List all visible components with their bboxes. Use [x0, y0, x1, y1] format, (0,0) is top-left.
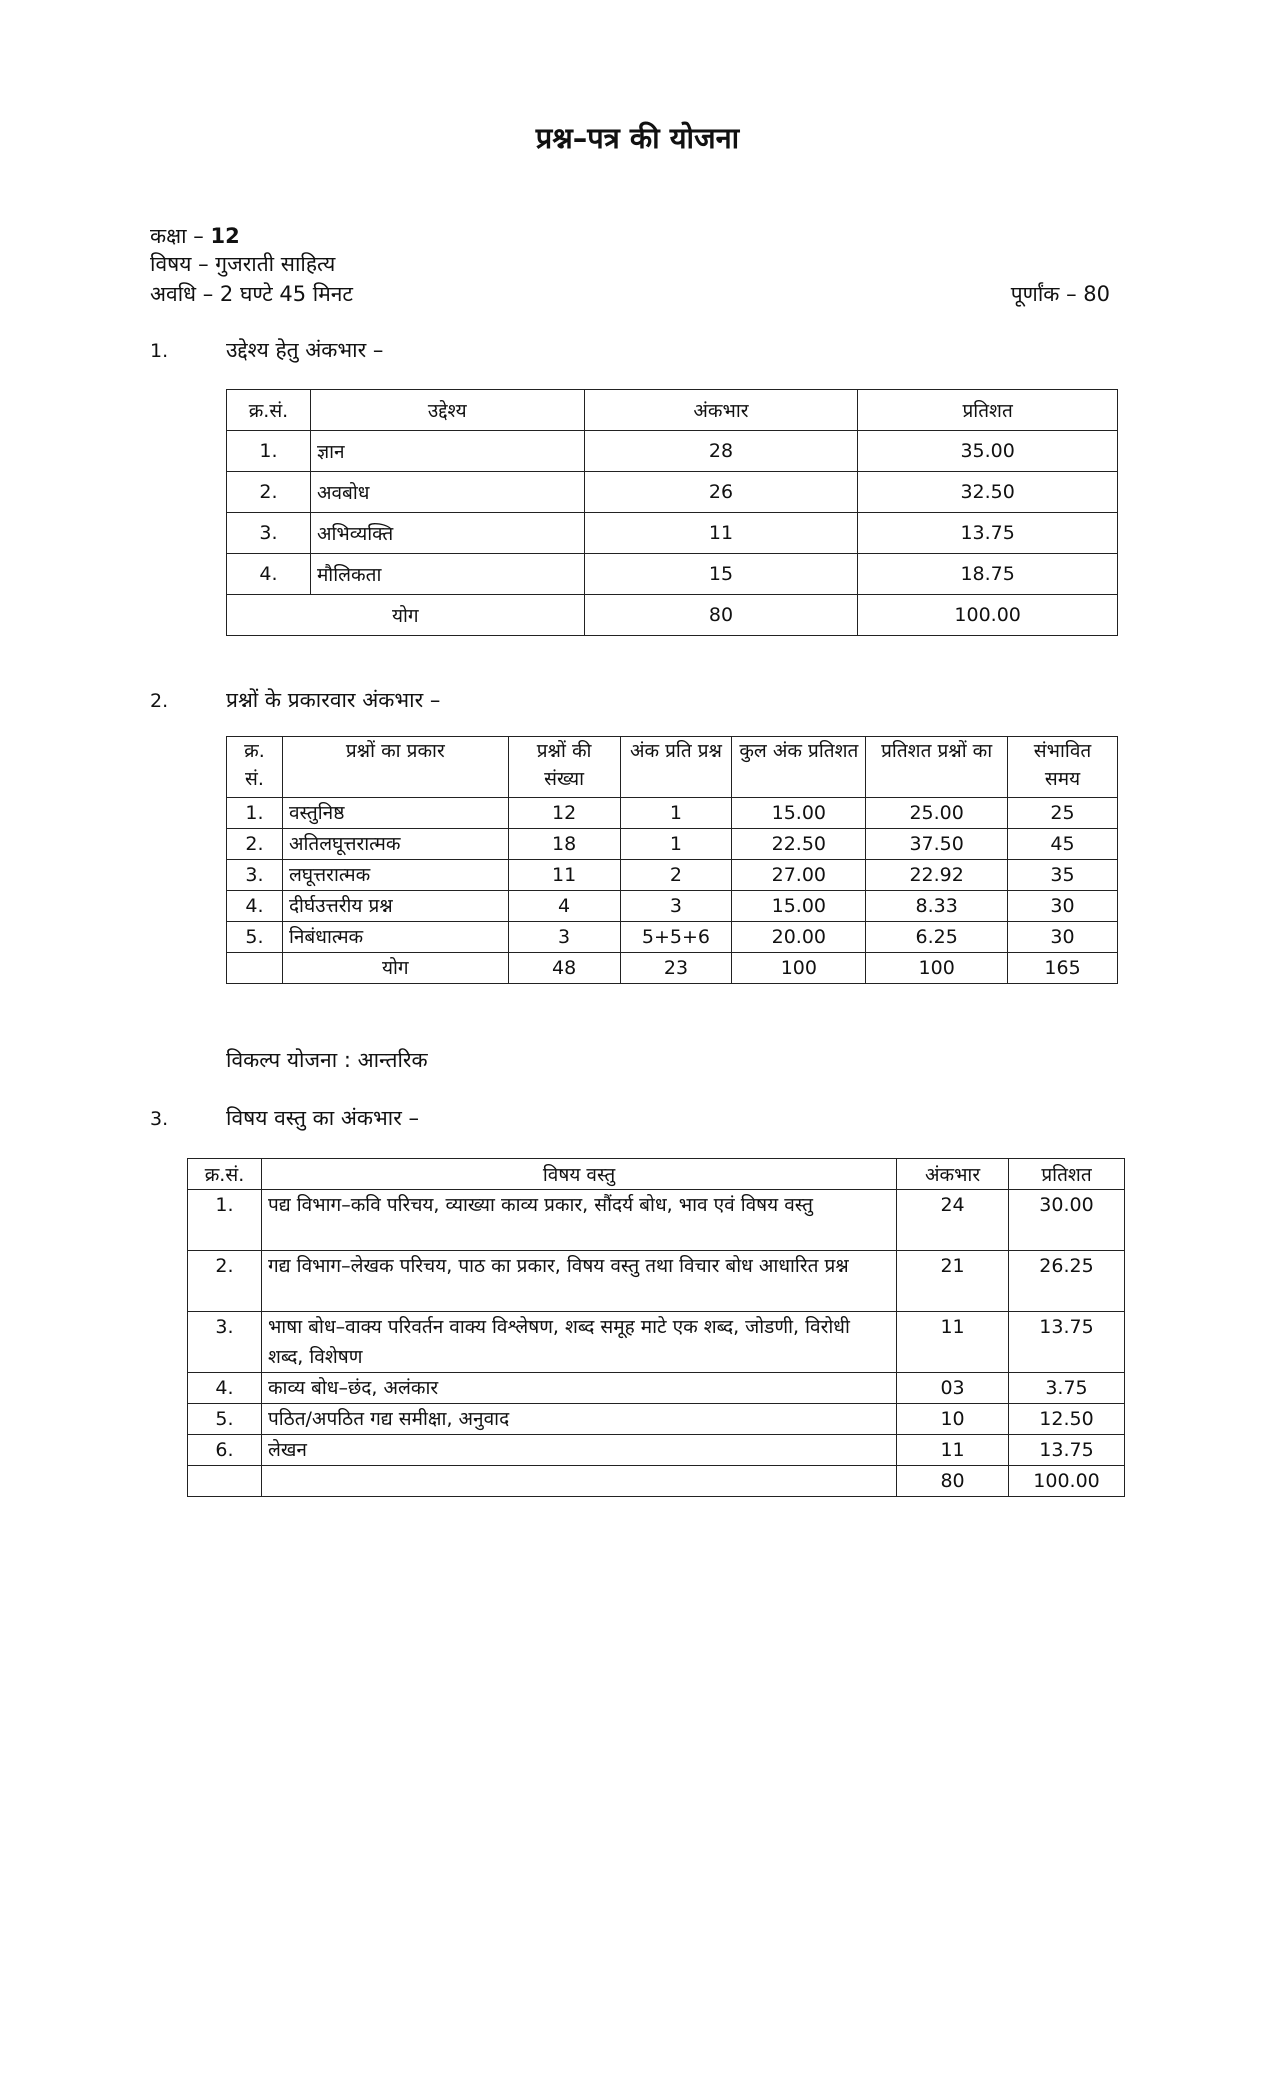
table-cell: 5+5+6	[620, 922, 732, 953]
table-row	[227, 431, 1118, 472]
header-cell: प्रतिशत	[858, 390, 1118, 431]
header-cell: क्र. सं.	[227, 737, 283, 798]
table-cell: 3.75	[1009, 1373, 1125, 1404]
table-cell: 11	[897, 1435, 1009, 1466]
table-cell: 45	[1008, 829, 1118, 860]
table-cell: 4.	[188, 1373, 262, 1404]
table-cell: 13.75	[1009, 1312, 1125, 1373]
table-cell: 22.92	[866, 860, 1008, 891]
table-total-row	[188, 1466, 1125, 1497]
table-cell: दीर्घउत्तरीय प्रश्न	[282, 891, 508, 922]
table-cell: 30.00	[1009, 1190, 1125, 1251]
total-cell: 23	[620, 953, 732, 984]
table-cell: अवबोध	[310, 472, 584, 513]
table-cell: 5.	[188, 1404, 262, 1435]
table-header-row	[227, 737, 1118, 798]
table-cell: 3.	[227, 513, 311, 554]
table-cell: भाषा बोध–वाक्य परिवर्तन वाक्य विश्लेषण, शब्द समूह माटे एक शब्द, जोडणी, विरोधी शब्द, विशेषण	[261, 1312, 896, 1373]
table-row	[227, 513, 1118, 554]
table-cell: 1	[620, 829, 732, 860]
table-cell: 15.00	[732, 798, 866, 829]
section-1-number: 1.	[150, 340, 169, 362]
total-cell: 165	[1008, 953, 1118, 984]
table-cell: अतिलघूत्तरात्मक	[282, 829, 508, 860]
total-cell: 100	[732, 953, 866, 984]
section-3-heading	[150, 1104, 419, 1132]
total-label: योग	[282, 953, 508, 984]
table-cell: 35	[1008, 860, 1118, 891]
header-cell: अंक प्रति प्रश्न	[620, 737, 732, 798]
option-plan: विकल्प योजना : आन्तरिक	[226, 1048, 428, 1072]
total-cell: 100.00	[1009, 1466, 1125, 1497]
class-label: कक्षा –	[150, 224, 204, 248]
table-header-row	[227, 390, 1118, 431]
table-cell: 12.50	[1009, 1404, 1125, 1435]
table-row	[227, 891, 1118, 922]
header-cell: प्रश्नों की संख्या	[508, 737, 620, 798]
section-2-title: प्रश्नों के प्रकारवार अंकभार –	[226, 688, 441, 712]
section-2-number: 2.	[150, 690, 169, 712]
table-row	[227, 472, 1118, 513]
table-cell: 10	[897, 1404, 1009, 1435]
header-cell: संभावित समय	[1008, 737, 1118, 798]
table-cell: 11	[584, 513, 858, 554]
table-row	[227, 922, 1118, 953]
table-cell: 24	[897, 1190, 1009, 1251]
table-cell: 11	[897, 1312, 1009, 1373]
table-cell: 21	[897, 1251, 1009, 1312]
table-row	[188, 1435, 1125, 1466]
table-cell: गद्य विभाग–लेखक परिचय, पाठ का प्रकार, विषय वस्तु तथा विचार बोध आधारित प्रश्न	[261, 1251, 896, 1312]
table-cell: पठित/अपठित गद्य समीक्षा, अनुवाद	[261, 1404, 896, 1435]
header-cell: क्र.सं.	[188, 1159, 262, 1190]
table-cell: 25.00	[866, 798, 1008, 829]
section-2-heading	[150, 686, 440, 714]
table-row	[188, 1190, 1125, 1251]
table-cell: 15.00	[732, 891, 866, 922]
section-1-heading	[150, 336, 383, 364]
table-cell: 2.	[227, 829, 283, 860]
table-cell: 6.25	[866, 922, 1008, 953]
table-cell: 26.25	[1009, 1251, 1125, 1312]
table-cell: 18.75	[858, 554, 1118, 595]
question-types-table	[226, 736, 1118, 984]
table-cell: 11	[508, 860, 620, 891]
table-cell: 6.	[188, 1435, 262, 1466]
table-cell: 3.	[188, 1312, 262, 1373]
total-cell: 100	[866, 953, 1008, 984]
table-cell: 12	[508, 798, 620, 829]
total-cell: 100.00	[858, 595, 1118, 636]
table-cell: 37.50	[866, 829, 1008, 860]
table-row	[227, 829, 1118, 860]
header-cell: कुल अंक प्रतिशत	[732, 737, 866, 798]
table-cell: 2.	[188, 1251, 262, 1312]
table-cell: 13.75	[858, 513, 1118, 554]
empty-cell	[188, 1466, 262, 1497]
total-cell: 80	[897, 1466, 1009, 1497]
table-cell: 1.	[227, 431, 311, 472]
table-row	[188, 1404, 1125, 1435]
header-cell: प्रश्नों का प्रकार	[282, 737, 508, 798]
table-row	[188, 1251, 1125, 1312]
table-cell: 5.	[227, 922, 283, 953]
table-cell: 4	[508, 891, 620, 922]
table-row	[227, 554, 1118, 595]
table-cell: 3.	[227, 860, 283, 891]
table-cell: निबंधात्मक	[282, 922, 508, 953]
table-cell: 4.	[227, 554, 311, 595]
table-cell: 2.	[227, 472, 311, 513]
table-cell: 20.00	[732, 922, 866, 953]
table-cell: 03	[897, 1373, 1009, 1404]
table-cell: 3	[508, 922, 620, 953]
table-cell: वस्तुनिष्ठ	[282, 798, 508, 829]
table-cell: 35.00	[858, 431, 1118, 472]
table-cell: 26	[584, 472, 858, 513]
total-cell: 80	[584, 595, 858, 636]
total-label: योग	[227, 595, 585, 636]
table-cell: 1	[620, 798, 732, 829]
table-cell: 15	[584, 554, 858, 595]
table-cell: 28	[584, 431, 858, 472]
table-cell: 13.75	[1009, 1435, 1125, 1466]
table-row	[227, 860, 1118, 891]
total-cell: 48	[508, 953, 620, 984]
class-value: 12	[210, 224, 240, 248]
table-total-row	[227, 595, 1118, 636]
table-cell: 18	[508, 829, 620, 860]
empty-cell	[261, 1466, 896, 1497]
header-cell: क्र.सं.	[227, 390, 311, 431]
table-cell: लघूत्तरात्मक	[282, 860, 508, 891]
table-cell: काव्य बोध–छंद, अलंकार	[261, 1373, 896, 1404]
header-cell: प्रतिशत प्रश्नों का	[866, 737, 1008, 798]
table-row	[227, 798, 1118, 829]
table-total-row	[227, 953, 1118, 984]
table-cell: 1.	[188, 1190, 262, 1251]
header-cell: अंकभार	[584, 390, 858, 431]
header-cell: अंकभार	[897, 1159, 1009, 1190]
table-row	[188, 1312, 1125, 1373]
table-cell: 2	[620, 860, 732, 891]
header-cell: प्रतिशत	[1009, 1159, 1125, 1190]
table-cell: अभिव्यक्ति	[310, 513, 584, 554]
section-1-title: उद्देश्य हेतु अंकभार –	[226, 338, 384, 362]
section-3-number: 3.	[150, 1108, 169, 1130]
table-cell: 30	[1008, 922, 1118, 953]
table-cell: मौलिकता	[310, 554, 584, 595]
page-title: प्रश्न–पत्र की योजना	[535, 121, 740, 155]
table-cell: 4.	[227, 891, 283, 922]
table-cell: लेखन	[261, 1435, 896, 1466]
objectives-table	[226, 389, 1118, 636]
table-cell: 32.50	[858, 472, 1118, 513]
table-cell: 3	[620, 891, 732, 922]
table-header-row	[188, 1159, 1125, 1190]
table-cell: 27.00	[732, 860, 866, 891]
table-cell: पद्य विभाग–कवि परिचय, व्याख्या काव्य प्रकार, सौंदर्य बोध, भाव एवं विषय वस्तु	[261, 1190, 896, 1251]
table-row	[188, 1373, 1125, 1404]
table-cell: 25	[1008, 798, 1118, 829]
duration-line: अवधि – 2 घण्टे 45 मिनट	[150, 282, 354, 306]
subject-line: विषय – गुजराती साहित्य	[150, 252, 336, 276]
class-line	[150, 222, 240, 250]
table-cell: 30	[1008, 891, 1118, 922]
header-cell: उद्देश्य	[310, 390, 584, 431]
content-weightage-table	[187, 1158, 1125, 1497]
full-marks: पूर्णांक – 80	[1010, 282, 1110, 306]
table-cell: 1.	[227, 798, 283, 829]
table-cell: 22.50	[732, 829, 866, 860]
section-3-title: विषय वस्तु का अंकभार –	[226, 1106, 419, 1130]
empty-cell	[227, 953, 283, 984]
header-cell: विषय वस्तु	[261, 1159, 896, 1190]
table-cell: ज्ञान	[310, 431, 584, 472]
table-cell: 8.33	[866, 891, 1008, 922]
